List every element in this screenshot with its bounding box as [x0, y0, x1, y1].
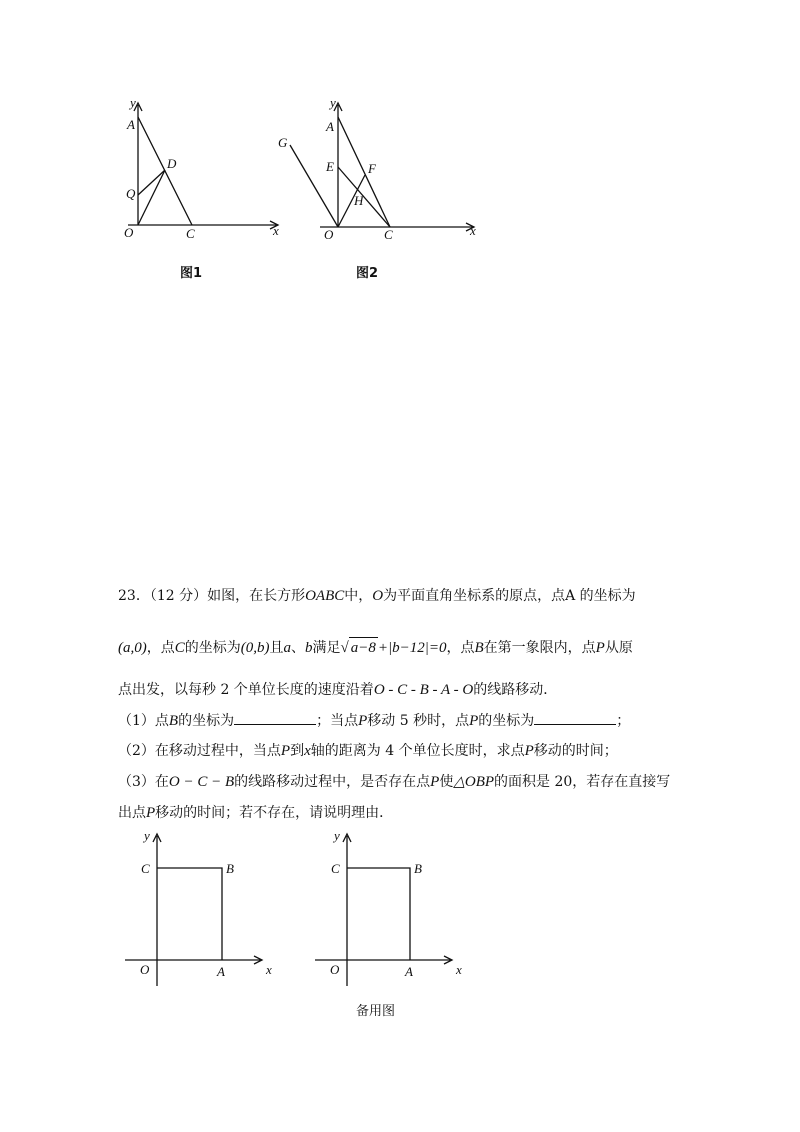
- label-C: C: [141, 861, 150, 876]
- answer-blank-1[interactable]: [234, 710, 316, 725]
- figure-3-diagram: [120, 828, 285, 988]
- label-y: y: [130, 95, 136, 110]
- label-y: y: [330, 95, 336, 110]
- figure-2: [270, 95, 485, 245]
- segment-QD: [138, 170, 165, 195]
- question-3: （3）在O − C − B的线路移动过程中，是否存在点P使△OBP的面积是 20，若存在直接写: [118, 774, 671, 790]
- label-x: x: [273, 223, 279, 238]
- label-H: H: [354, 193, 364, 208]
- label-O: O: [324, 227, 334, 242]
- backup-figure-caption: 备用图: [356, 1004, 396, 1019]
- segment-OD: [138, 170, 165, 225]
- figure-3: [120, 828, 285, 988]
- label-y: y: [144, 828, 150, 843]
- segment-GO: [290, 145, 338, 227]
- figure-4-diagram: [310, 828, 475, 988]
- problem-line-2: (a,0)，点C的坐标为(0,b)且a、b满足√ a−8 +|b−12|=0，点B在第一象限内，点P从原: [118, 637, 633, 658]
- label-x: x: [456, 962, 462, 977]
- figure-1-caption: 图1: [180, 266, 203, 281]
- label-C: C: [384, 227, 393, 242]
- question-3-continued: 出点P移动的时间；若不存在，请说明理由．: [118, 805, 394, 821]
- equation: √ a−8 +|b−12|=0: [341, 640, 447, 656]
- label-D: D: [167, 156, 177, 171]
- rectangle-sides: [347, 868, 410, 960]
- label-x: x: [266, 962, 272, 977]
- problem-line-3: 点出发，以每秒 2 个单位长度的速度沿着O - C - B - A - O的线路移动．: [118, 682, 558, 698]
- label-C: C: [331, 861, 340, 876]
- question-1: （1）点B的坐标为 ；当点P移动 5 秒时，点P的坐标为 ；: [118, 710, 630, 731]
- figure-1-diagram: [110, 95, 290, 245]
- label-A: A: [326, 119, 334, 134]
- label-G: G: [278, 135, 288, 150]
- label-O: O: [124, 225, 134, 240]
- label-Q: Q: [126, 186, 136, 201]
- figure-2-caption: 图2: [356, 266, 379, 281]
- label-F: F: [368, 161, 376, 176]
- question-2: （2）在移动过程中，当点P到x轴的距离为 4 个单位长度时，求点P移动的时间；: [118, 743, 618, 759]
- figure-2-diagram: [270, 95, 485, 245]
- figure-4: [310, 828, 475, 988]
- label-x: x: [470, 223, 476, 238]
- figure-1: [110, 95, 290, 245]
- label-O: O: [140, 962, 150, 977]
- label-O: O: [330, 962, 340, 977]
- label-C: C: [186, 226, 195, 241]
- label-A: A: [127, 117, 135, 132]
- label-A: A: [217, 964, 225, 979]
- problem-line-1: 23．（12 分）如图，在长方形OABC中，O为平面直角坐标系的原点，点A 的坐标为: [118, 588, 636, 604]
- rectangle-sides: [157, 868, 222, 960]
- label-y: y: [334, 828, 340, 843]
- label-A: A: [405, 964, 413, 979]
- label-B: B: [414, 861, 422, 876]
- label-B: B: [226, 861, 234, 876]
- segment-AC: [338, 117, 390, 227]
- label-E: E: [326, 159, 334, 174]
- answer-blank-2[interactable]: [534, 710, 616, 725]
